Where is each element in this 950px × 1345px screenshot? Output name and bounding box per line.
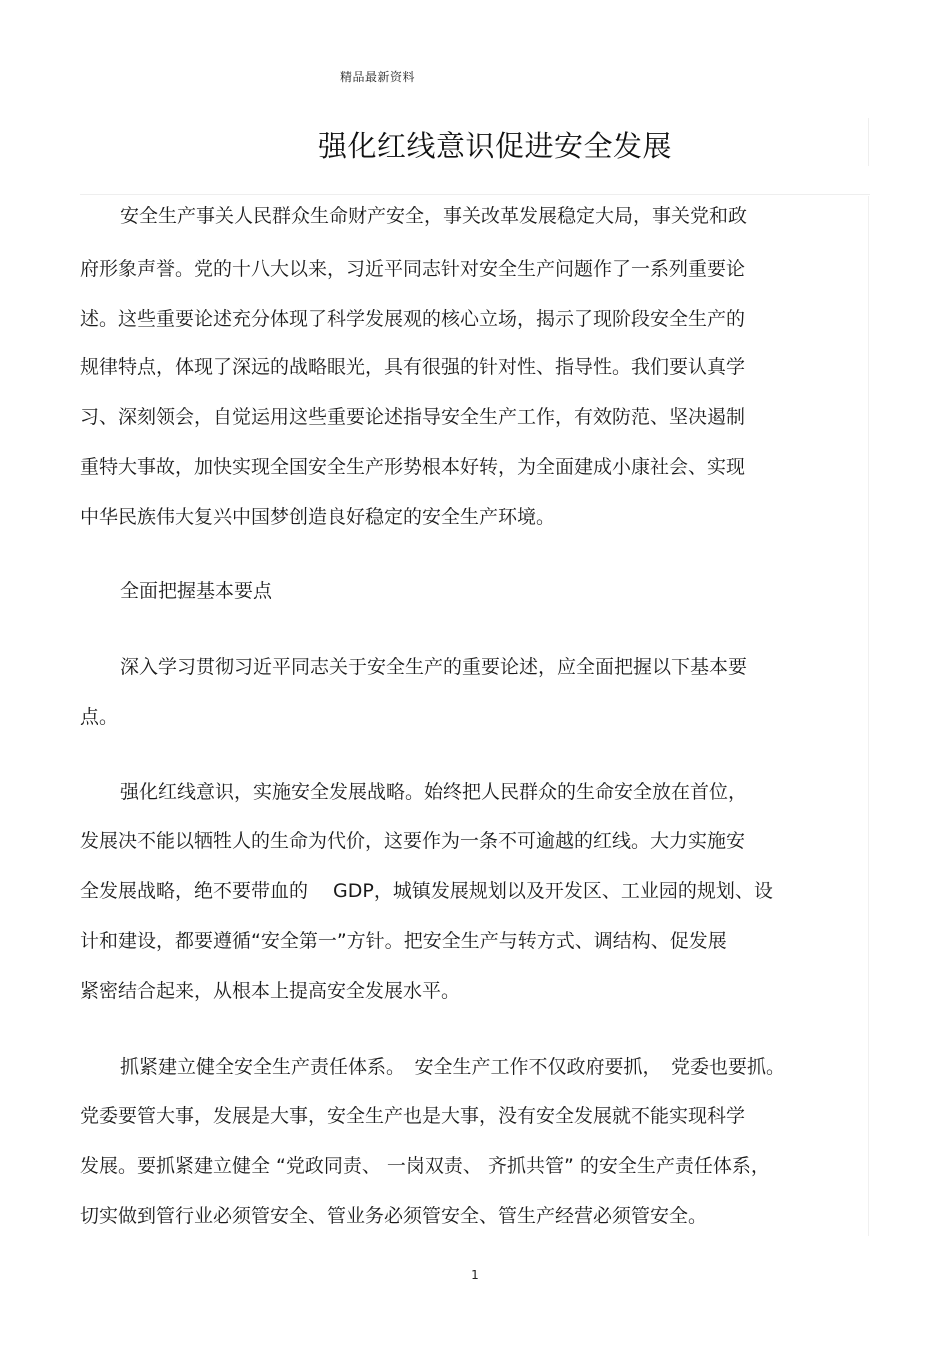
paragraph-line: 切实做到管行业必须管安全、管业务必须管安全、管生产经营必须管安全。 (80, 1205, 708, 1227)
paragraph-line: 紧密结合起来，从根本上提高安全发展水平。 (80, 980, 461, 1002)
paragraph-line: 强化红线意识，实施安全发展战略。始终把人民群众的生命安全放在首位， (120, 781, 748, 803)
divider-vertical-top (868, 118, 869, 166)
paragraph-line: 抓紧建立健全安全生产责任体系。 安全生产工作不仅政府要抓， 党委也要抓。 (120, 1056, 786, 1078)
paragraph-line: 全发展战略，绝不要带血的 GDP，城镇发展规划以及开发区、工业园的规划、设 (80, 880, 773, 902)
paragraph-line: 计和建设，都要遵循“安全第一”方针。把安全生产与转方式、调结构、促发展 (80, 930, 727, 952)
paragraph-line: 规律特点，体现了深远的战略眼光，具有很强的针对性、指导性。我们要认真学 (80, 356, 746, 378)
paragraph-line: 述。这些重要论述充分体现了科学发展观的核心立场，揭示了现阶段安全生产的 (80, 308, 746, 330)
document-title: 强化红线意识促进安全发展 (317, 129, 672, 163)
paragraph-line: 发展。要抓紧建立健全 “党政同责、 一岗双责、 齐抓共管” 的安全生产责任体系， (80, 1155, 770, 1177)
section-heading: 全面把握基本要点 (120, 580, 273, 602)
paragraph-line: 党委要管大事，发展是大事，安全生产也是大事，没有安全发展就不能实现科学 (80, 1105, 746, 1127)
paragraph-line: 府形象声誉。党的十八大以来，习近平同志针对安全生产问题作了一系列重要论 (80, 258, 746, 280)
page-number: 1 (471, 1268, 479, 1282)
paragraph-line: 安全生产事关人民群众生命财产安全，事关改革发展稳定大局，事关党和政 (120, 205, 748, 227)
divider-horizontal (80, 194, 870, 195)
divider-vertical-right (868, 196, 869, 1236)
paragraph-line: 中华民族伟大复兴中国梦创造良好稳定的安全生产环境。 (80, 506, 556, 528)
paragraph-line: 点。 (80, 706, 119, 728)
paragraph-line: 习、深刻领会，自觉运用这些重要论述指导安全生产工作，有效防范、坚决遏制 (80, 406, 746, 428)
header-label: 精品最新资料 (340, 70, 416, 84)
paragraph-line: 深入学习贯彻习近平同志关于安全生产的重要论述，应全面把握以下基本要 (120, 656, 748, 678)
paragraph-line: 发展决不能以牺牲人的生命为代价，这要作为一条不可逾越的红线。大力实施安 (80, 830, 746, 852)
paragraph-line: 重特大事故，加快实现全国安全生产形势根本好转，为全面建成小康社会、实现 (80, 456, 746, 478)
